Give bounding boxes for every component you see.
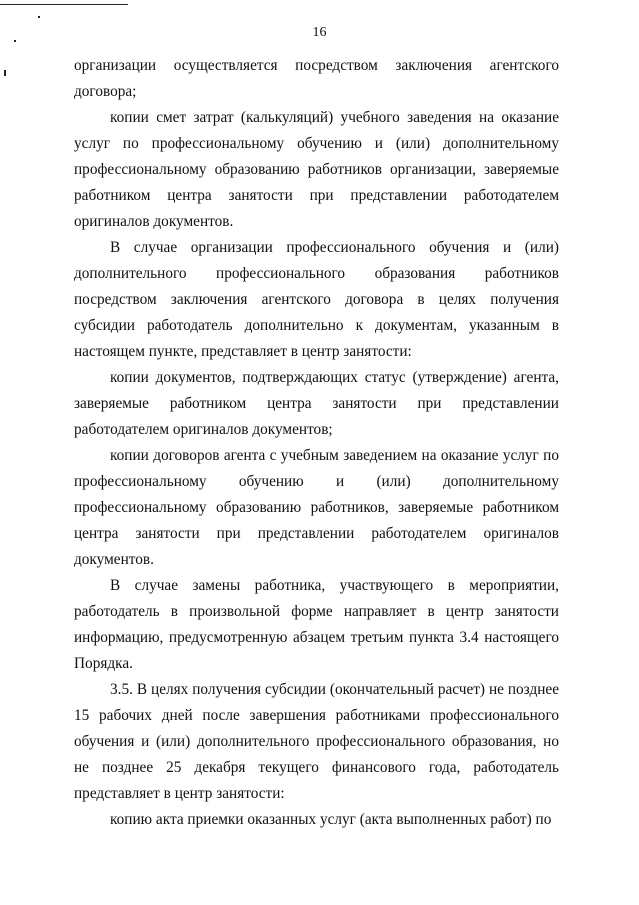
paragraph: В случае замены работника, участвующего в мероприятии, работодатель в произвольной форме направляет в центр занятости информацию, предусмотренную абзацем третьим пункта 3.4 настоящего Порядка. xyxy=(74,577,559,672)
scan-dot xyxy=(38,16,40,18)
scan-edge-line xyxy=(0,4,128,5)
paragraph: копию акта приемки оказанных услуг (акта выполненных работ) по xyxy=(110,811,552,828)
page-number: 16 xyxy=(312,25,327,40)
paragraph: копии документов, подтверждающих статус (утверждение) агента, заверяемые работником центра занятости при представлении работодателем оригиналов документов; xyxy=(74,369,559,438)
scan-edge-mark xyxy=(4,70,6,76)
paragraph: 3.5. В целях получения субсидии (окончательный расчет) не позднее 15 рабочих дней после завершения работниками профессионального обучения и (или) дополнительного профессионального образования, но не позднее 25 декабря текущего финансового года, работодатель представляет в центр занятости: xyxy=(74,681,559,802)
paragraph: копии смет затрат (калькуляций) учебного заведения на оказание услуг по профессиональному обучению и (или) дополнительному профессиональному образованию работников организации, заверяемые работником центра занятости при представлении работодателем оригиналов документов. xyxy=(74,109,559,230)
paragraph: организации осуществляется посредством заключения агентского договора; xyxy=(74,57,559,100)
document-body xyxy=(74,53,559,833)
paragraph: В случае организации профессионального обучения и (или) дополнительного профессионального образования работников посредством заключения агентского договора в целях получения субсидии работодатель дополнительно к документам, указанным в настоящем пункте, представляет в центр занятости: xyxy=(74,239,559,360)
paragraph: копии договоров агента с учебным заведением на оказание услуг по профессиональному обучению и (или) дополнительному профессиональному образованию работников, заверяемые работником центра занятости при представлении работодателем оригиналов документов. xyxy=(74,447,559,568)
